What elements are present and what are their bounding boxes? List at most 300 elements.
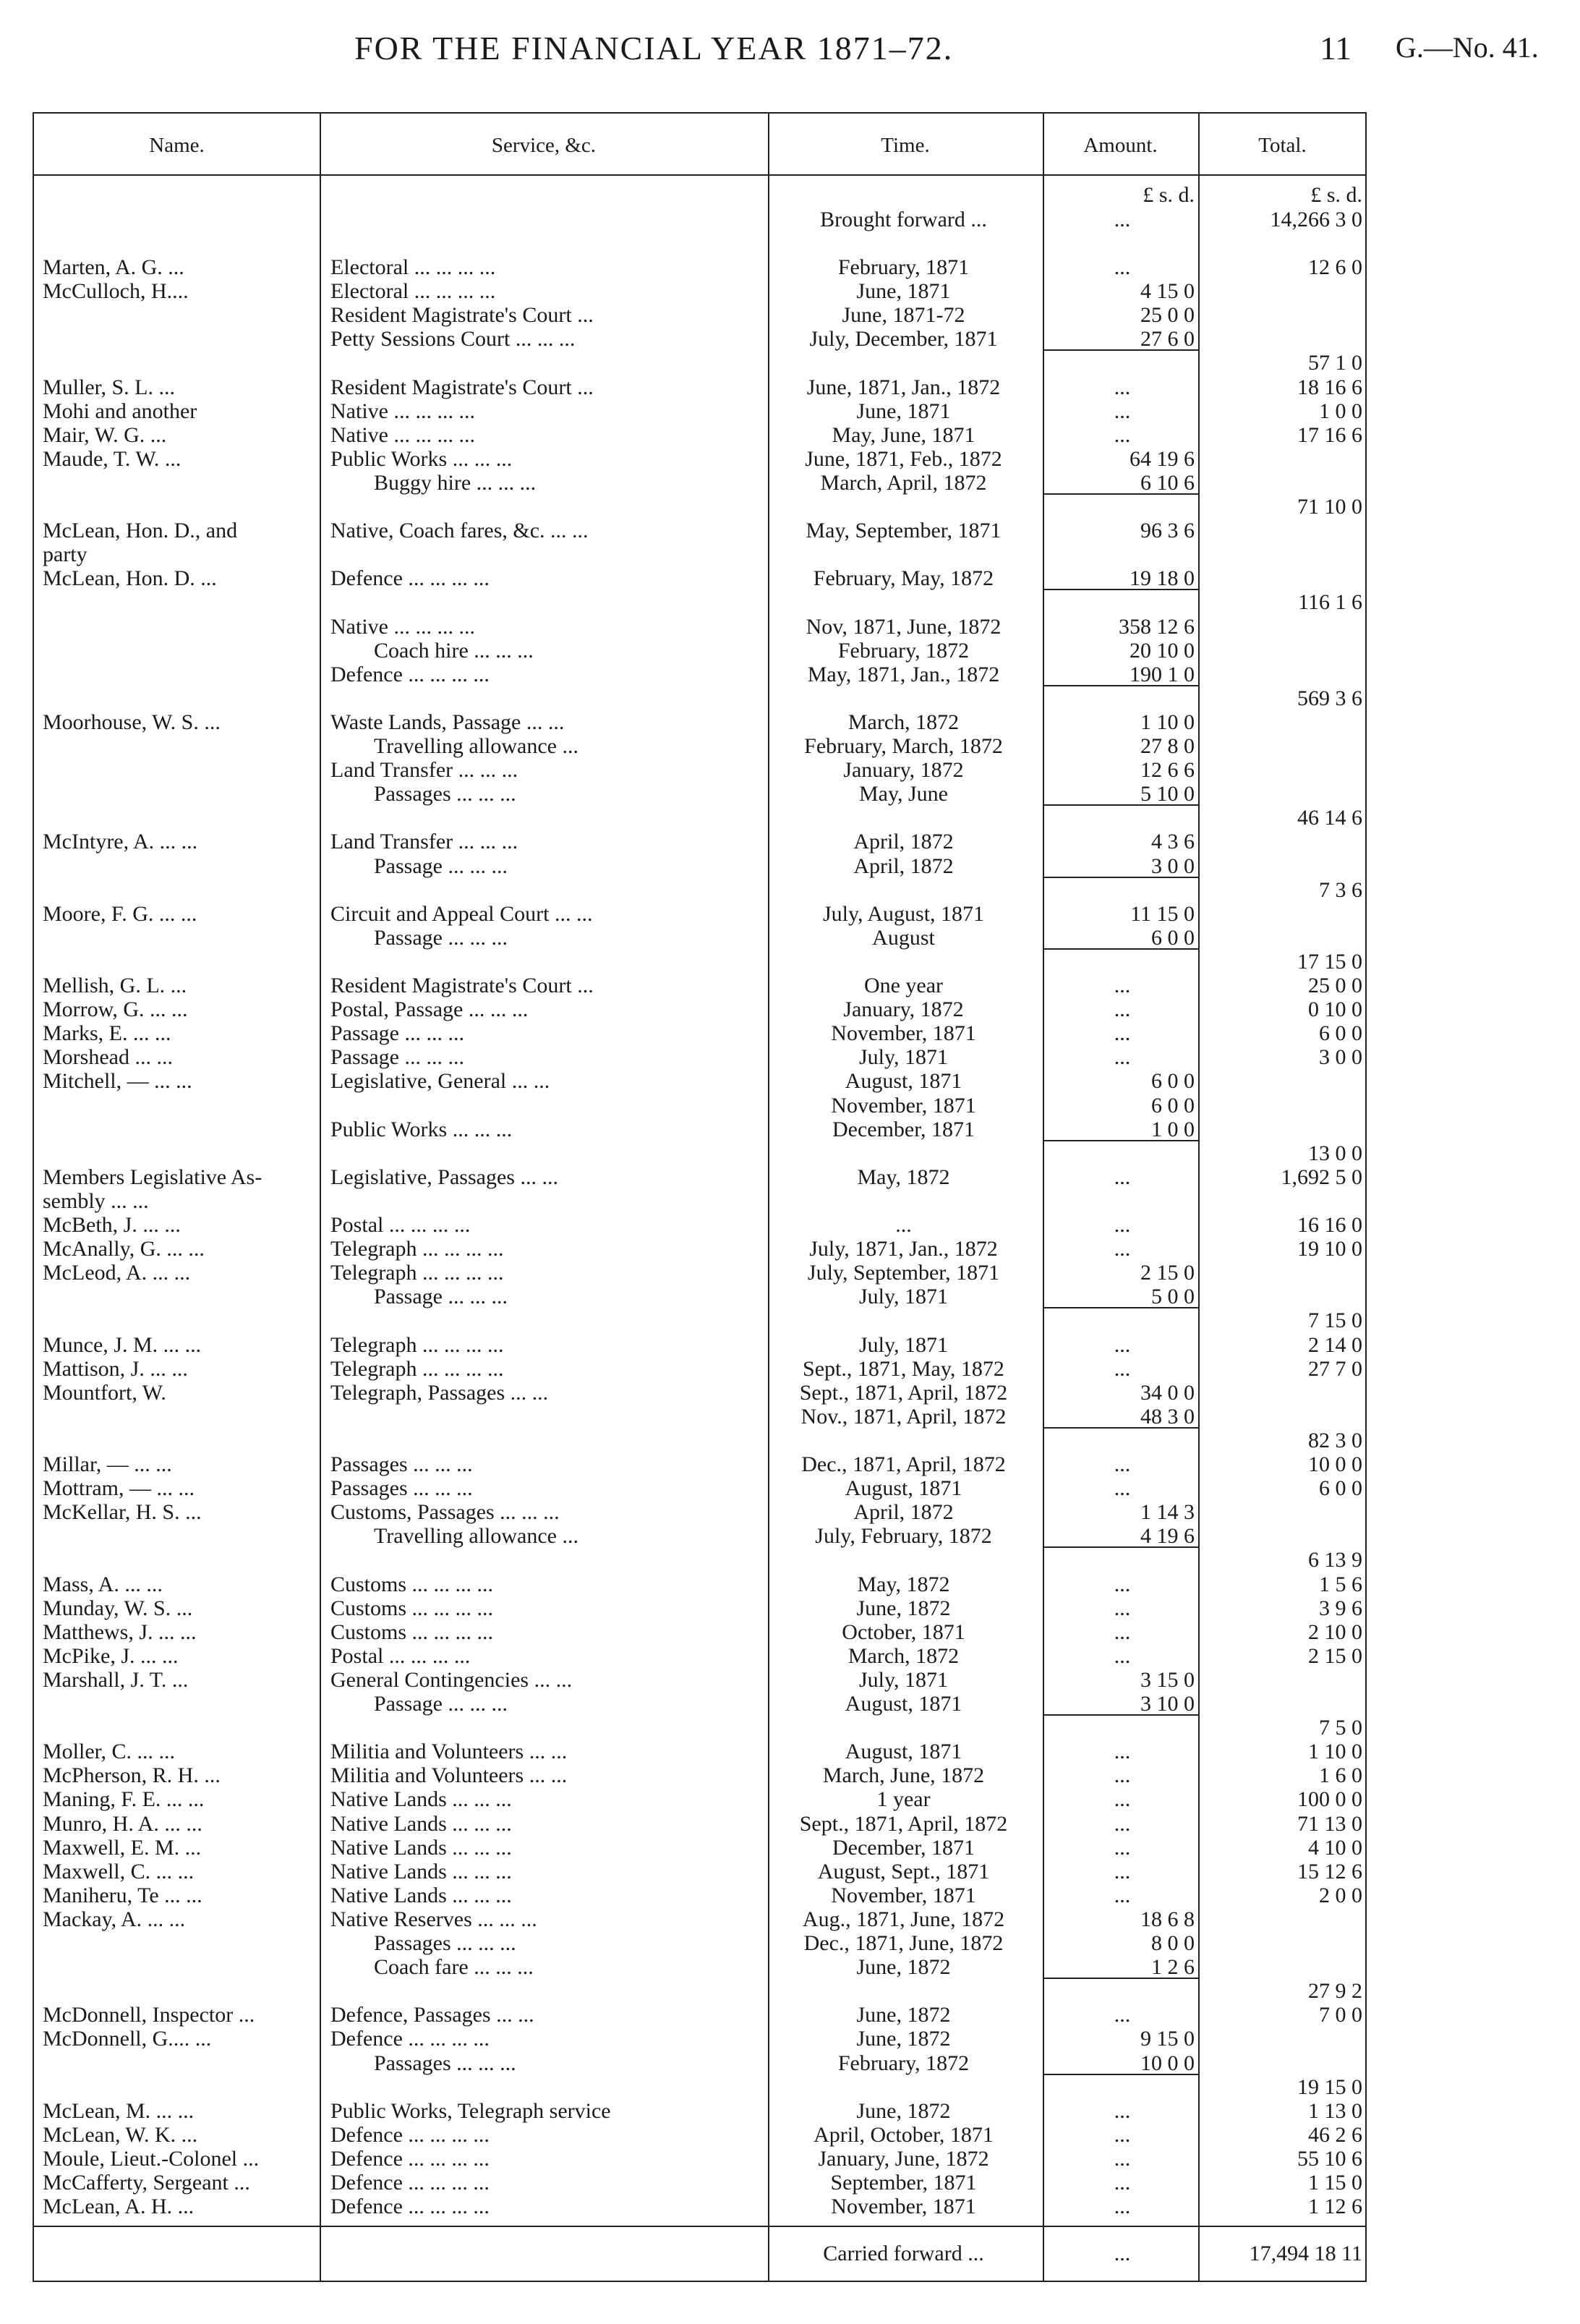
column-header-total: Total. xyxy=(1258,134,1307,157)
row-name: Munro, H. A. ... ... xyxy=(43,1811,202,1836)
row-time: November, 1871 xyxy=(831,2195,976,2219)
row-amount: ... xyxy=(1114,1835,1131,1860)
row-name: Mitchell, — ... ... xyxy=(43,1069,192,1094)
subtotal-rule xyxy=(1043,948,1198,950)
row-amount: ... xyxy=(1114,1165,1131,1189)
subtotal-rule xyxy=(1043,1714,1198,1716)
row-time: November, 1871 xyxy=(831,1883,976,1907)
row-amount: 6 0 0 xyxy=(1151,925,1195,950)
row-name: Mass, A. ... ... xyxy=(43,1572,163,1596)
row-total: 71 10 0 xyxy=(1297,495,1362,519)
row-name: Mohi and another xyxy=(43,399,197,423)
row-amount: 8 0 0 xyxy=(1151,1931,1195,1955)
row-service: Land Transfer ... ... ... xyxy=(330,830,518,854)
row-time: June, 1872 xyxy=(856,2003,951,2027)
row-name: McLean, A. H. ... xyxy=(43,2195,195,2219)
row-total: 27 7 0 xyxy=(1308,1356,1362,1381)
row-amount: 96 3 6 xyxy=(1140,519,1195,543)
row-time: ... xyxy=(895,1213,912,1237)
row-amount: ... xyxy=(1114,2171,1131,2195)
row-total: 2 0 0 xyxy=(1319,1883,1362,1907)
row-amount: 358 12 6 xyxy=(1119,614,1195,639)
row-amount: 64 19 6 xyxy=(1130,446,1195,471)
row-total: 1,692 5 0 xyxy=(1281,1165,1362,1189)
row-name: Maning, F. E. ... ... xyxy=(43,1787,205,1812)
row-name: Mackay, A. ... ... xyxy=(43,1907,186,1931)
row-service: Telegraph ... ... ... ... xyxy=(330,1332,504,1357)
row-amount: 25 0 0 xyxy=(1140,303,1195,328)
row-time: Nov., 1871, April, 1872 xyxy=(800,1404,1007,1429)
row-time: September, 1871 xyxy=(830,2171,977,2195)
row-name: McLeod, A. ... ... xyxy=(43,1261,191,1285)
row-time: April, October, 1871 xyxy=(814,2122,994,2147)
row-service: Passages ... ... ... xyxy=(330,1476,473,1501)
row-amount: ... xyxy=(1114,2003,1131,2027)
page-title: FOR THE FINANCIAL YEAR 1871–72. xyxy=(354,30,954,67)
row-time: July, 1871, Jan., 1872 xyxy=(809,1237,998,1261)
row-amount: 1 14 3 xyxy=(1140,1500,1195,1525)
row-amount: ... xyxy=(1114,1332,1131,1357)
row-name: party xyxy=(43,542,87,567)
row-time: March, June, 1872 xyxy=(822,1763,985,1788)
row-time: July, 1871 xyxy=(858,1045,949,1070)
row-name: Marks, E. ... ... xyxy=(43,1021,171,1046)
row-name: McPike, J. ... ... xyxy=(43,1643,179,1668)
row-name: Moore, F. G. ... ... xyxy=(43,901,197,926)
row-amount: 3 15 0 xyxy=(1140,1667,1195,1692)
row-service: Native Reserves ... ... ... xyxy=(330,1907,537,1931)
row-time: July, September, 1871 xyxy=(807,1261,1000,1285)
row-time: Dec., 1871, June, 1872 xyxy=(803,1931,1004,1955)
row-service: Passage ... ... ... xyxy=(330,1021,464,1046)
row-amount: ... xyxy=(1114,1452,1131,1476)
row-total: 17 16 6 xyxy=(1297,422,1362,447)
row-name: McBeth, J. ... ... xyxy=(43,1213,181,1237)
row-name: McDonnell, G.... ... xyxy=(43,2027,212,2051)
row-amount: ... xyxy=(1114,1763,1131,1788)
row-total: 82 3 0 xyxy=(1308,1428,1362,1452)
row-time: November, 1871 xyxy=(831,1021,976,1046)
row-total: 1 5 6 xyxy=(1319,1572,1362,1596)
row-total: 1 13 0 xyxy=(1308,2098,1362,2123)
row-amount: ... xyxy=(1114,2098,1131,2123)
row-amount: 10 0 0 xyxy=(1140,2051,1195,2075)
row-service: Telegraph ... ... ... ... xyxy=(330,1237,504,1261)
subtotal-rule xyxy=(1043,1978,1198,1979)
row-amount: 48 3 0 xyxy=(1140,1404,1195,1429)
row-total: 27 9 2 xyxy=(1308,1979,1362,2004)
row-time: June, 1871-72 xyxy=(842,303,965,328)
row-amount: 1 10 0 xyxy=(1140,710,1195,734)
row-total: 57 1 0 xyxy=(1308,351,1362,375)
column-header-time: Time. xyxy=(881,134,930,157)
row-time: March, 1872 xyxy=(847,710,960,734)
row-service: Customs ... ... ... ... xyxy=(330,1596,494,1620)
row-time: December, 1871 xyxy=(832,1835,975,1860)
row-time: August, 1871 xyxy=(845,1069,962,1094)
row-total: 15 12 6 xyxy=(1297,1859,1362,1884)
row-service: Passage ... ... ... xyxy=(374,925,508,950)
row-time: Aug., 1871, June, 1872 xyxy=(802,1907,1005,1931)
row-amount: 1 2 6 xyxy=(1151,1955,1195,1980)
row-service: Passage ... ... ... xyxy=(374,1692,508,1716)
row-total: 1 0 0 xyxy=(1319,399,1362,423)
row-time: June, 1871, Feb., 1872 xyxy=(805,446,1002,471)
row-amount: ... xyxy=(1114,1811,1131,1836)
row-total: 13 0 0 xyxy=(1308,1141,1362,1165)
row-amount: 11 15 0 xyxy=(1130,901,1195,926)
row-service: Defence ... ... ... ... xyxy=(330,2171,490,2195)
row-amount: 4 19 6 xyxy=(1140,1524,1195,1549)
row-time: February, March, 1872 xyxy=(804,734,1003,758)
row-service: Public Works, Telegraph service xyxy=(330,2098,611,2123)
row-amount: ... xyxy=(1114,1596,1131,1620)
row-name: McPherson, R. H. ... xyxy=(43,1763,221,1788)
row-service: Native Lands ... ... ... xyxy=(330,1859,512,1884)
row-name: McDonnell, Inspector ... xyxy=(43,2003,255,2027)
row-name: McIntyre, A. ... ... xyxy=(43,830,198,854)
subtotal-rule xyxy=(1043,1546,1198,1548)
row-service: Resident Magistrate's Court ... xyxy=(330,375,594,399)
row-amount: 4 15 0 xyxy=(1140,279,1195,304)
footer-rule xyxy=(34,2226,1365,2227)
row-time: July, August, 1871 xyxy=(822,901,985,926)
row-service: Defence ... ... ... ... xyxy=(330,2122,490,2147)
row-service: Militia and Volunteers ... ... xyxy=(330,1763,568,1788)
row-service: Passages ... ... ... xyxy=(374,2051,516,2075)
subtotal-rule xyxy=(1043,349,1198,351)
row-service: Militia and Volunteers ... ... xyxy=(330,1740,568,1764)
subtotal-rule xyxy=(1043,804,1198,806)
row-amount: ... xyxy=(1114,399,1131,423)
row-total: 7 3 6 xyxy=(1319,877,1362,902)
row-service: Passages ... ... ... xyxy=(374,782,516,806)
row-amount: ... xyxy=(1114,375,1131,399)
row-time: July, December, 1871 xyxy=(809,327,998,352)
column-divider xyxy=(1043,114,1044,2281)
carried-forward-amount: ... xyxy=(1114,2242,1131,2265)
row-time: July, 1871 xyxy=(858,1332,949,1357)
row-amount: ... xyxy=(1114,422,1131,447)
row-total: 0 10 0 xyxy=(1308,997,1362,1022)
row-service: Customs ... ... ... ... xyxy=(330,1572,494,1596)
brought-forward-label: Brought forward ... xyxy=(820,208,987,231)
row-name: McCafferty, Sergeant ... xyxy=(43,2171,250,2195)
row-time: August, 1871 xyxy=(845,1476,962,1501)
row-name: Munce, J. M. ... ... xyxy=(43,1332,202,1357)
row-total: 18 16 6 xyxy=(1297,375,1362,399)
row-total: 16 16 0 xyxy=(1297,1213,1362,1237)
row-amount: ... xyxy=(1114,1572,1131,1596)
row-amount: ... xyxy=(1114,1213,1131,1237)
row-time: June, 1872 xyxy=(856,2027,951,2051)
row-name: Moorhouse, W. S. ... xyxy=(43,710,221,734)
row-time: May, 1872 xyxy=(857,1572,950,1596)
row-amount: ... xyxy=(1114,1619,1131,1644)
row-service: Telegraph, Passages ... ... xyxy=(330,1380,549,1405)
row-service: Defence, Passages ... ... xyxy=(330,2003,534,2027)
row-total: 2 15 0 xyxy=(1308,1643,1362,1668)
page-number: 11 xyxy=(1320,30,1352,67)
row-time: January, June, 1872 xyxy=(818,2146,989,2171)
row-service: Land Transfer ... ... ... xyxy=(330,758,518,783)
column-header-name: Name. xyxy=(149,134,205,157)
subtotal-rule xyxy=(1043,1140,1198,1141)
total-currency-units: £ s. d. xyxy=(1310,183,1362,207)
row-total: 17 15 0 xyxy=(1297,949,1362,974)
row-total: 2 10 0 xyxy=(1308,1619,1362,1644)
row-total: 25 0 0 xyxy=(1308,974,1362,997)
row-name: McLean, Hon. D. ... xyxy=(43,566,217,591)
row-amount: 1 0 0 xyxy=(1151,1117,1195,1141)
row-name: Maniheru, Te ... ... xyxy=(43,1883,202,1907)
row-amount: ... xyxy=(1114,974,1131,997)
row-time: February, 1872 xyxy=(837,638,970,663)
row-time: May, 1871, Jan., 1872 xyxy=(807,662,1000,686)
page-header xyxy=(0,29,1580,80)
header-rule xyxy=(34,174,1365,176)
row-total: 46 14 6 xyxy=(1297,806,1362,830)
row-service: Coach hire ... ... ... xyxy=(374,638,534,663)
row-service: Defence ... ... ... ... xyxy=(330,2027,490,2051)
row-amount: 5 0 0 xyxy=(1151,1285,1195,1309)
row-amount: ... xyxy=(1114,997,1131,1022)
subtotal-rule xyxy=(1043,877,1198,878)
row-service: Native ... ... ... ... xyxy=(330,614,475,639)
row-amount: 2 15 0 xyxy=(1140,1261,1195,1285)
row-amount: ... xyxy=(1114,1356,1131,1381)
row-total: 19 10 0 xyxy=(1297,1237,1362,1261)
row-service: Public Works ... ... ... xyxy=(330,446,513,471)
row-amount: 18 6 8 xyxy=(1140,1907,1195,1931)
row-service: Passage ... ... ... xyxy=(330,1045,464,1070)
row-service: Resident Magistrate's Court ... xyxy=(330,303,594,328)
column-header-amount: Amount. xyxy=(1083,134,1158,157)
row-total: 100 0 0 xyxy=(1297,1787,1362,1812)
row-amount: 34 0 0 xyxy=(1140,1380,1195,1405)
row-service: Native Lands ... ... ... xyxy=(330,1883,512,1907)
row-time: Nov, 1871, June, 1872 xyxy=(806,614,1002,639)
row-time: August, 1871 xyxy=(845,1692,962,1716)
row-service: General Contingencies ... ... xyxy=(330,1667,573,1692)
row-time: 1 year xyxy=(876,1787,931,1812)
row-name: Maxwell, C. ... ... xyxy=(43,1859,195,1884)
row-service: Travelling allowance ... xyxy=(374,1524,578,1549)
row-service: Electoral ... ... ... ... xyxy=(330,255,496,279)
row-time: January, 1872 xyxy=(843,997,964,1022)
row-amount: ... xyxy=(1114,1883,1131,1907)
row-amount: 12 6 6 xyxy=(1140,758,1195,783)
row-name: McKellar, H. S. ... xyxy=(43,1500,202,1525)
row-time: Sept., 1871, April, 1872 xyxy=(799,1380,1008,1405)
row-amount: 27 6 0 xyxy=(1140,327,1195,352)
row-service: Defence ... ... ... ... xyxy=(330,662,490,686)
row-amount: 5 10 0 xyxy=(1140,782,1195,806)
row-time: February, 1872 xyxy=(837,2051,970,2075)
row-service: Travelling allowance ... xyxy=(374,734,578,758)
row-time: Sept., 1871, May, 1872 xyxy=(803,1356,1004,1381)
row-amount: 9 15 0 xyxy=(1140,2027,1195,2051)
amount-currency-units: £ s. d. xyxy=(1143,183,1195,207)
row-total: 55 10 6 xyxy=(1297,2146,1362,2171)
row-name: Morrow, G. ... ... xyxy=(43,997,188,1022)
row-time: November, 1871 xyxy=(831,1093,976,1118)
row-total: 1 12 6 xyxy=(1308,2195,1362,2219)
row-time: July, 1871 xyxy=(858,1285,949,1309)
subtotal-rule xyxy=(1043,2074,1198,2075)
row-service: Public Works ... ... ... xyxy=(330,1117,513,1141)
row-name: Millar, — ... ... xyxy=(43,1452,172,1476)
row-total: 3 9 6 xyxy=(1319,1596,1362,1620)
row-total: 1 10 0 xyxy=(1308,1740,1362,1764)
carried-forward-label: Carried forward ... xyxy=(823,2242,984,2265)
row-time: October, 1871 xyxy=(842,1619,965,1644)
row-name: Members Legislative As- xyxy=(43,1165,262,1189)
subtotal-rule xyxy=(1043,1307,1198,1308)
brought-forward-total: 14,266 3 0 xyxy=(1270,208,1362,231)
row-name: Mountfort, W. xyxy=(43,1380,166,1405)
row-time: February, 1871 xyxy=(837,255,970,279)
row-amount: ... xyxy=(1114,255,1131,279)
row-total: 116 1 6 xyxy=(1298,590,1362,615)
row-time: August, Sept., 1871 xyxy=(817,1859,990,1884)
row-time: Sept., 1871, April, 1872 xyxy=(799,1811,1008,1836)
row-name: McLean, Hon. D., and xyxy=(43,519,238,543)
subtotal-rule xyxy=(1043,1427,1198,1429)
row-amount: ... xyxy=(1114,1237,1131,1261)
row-name: Morshead ... ... xyxy=(43,1045,173,1070)
row-total: 4 10 0 xyxy=(1308,1835,1362,1860)
row-time: Dec., 1871, April, 1872 xyxy=(801,1452,1006,1476)
row-service: Native Lands ... ... ... xyxy=(330,1835,512,1860)
row-name: Mellish, G. L. ... xyxy=(43,974,187,997)
row-time: February, May, 1872 xyxy=(813,566,994,591)
row-amount: ... xyxy=(1114,2146,1131,2171)
row-amount: ... xyxy=(1114,1859,1131,1884)
row-service: Buggy hire ... ... ... xyxy=(374,470,537,495)
row-service: Native, Coach fares, &c. ... ... xyxy=(330,519,589,543)
row-time: June, 1871 xyxy=(856,399,951,423)
row-name: Mottram, — ... ... xyxy=(43,1476,195,1501)
row-time: July, February, 1872 xyxy=(815,1524,992,1549)
row-time: June, 1872 xyxy=(856,1596,951,1620)
row-total: 10 0 0 xyxy=(1308,1452,1362,1476)
row-service: Postal ... ... ... ... xyxy=(330,1213,471,1237)
row-name: Marshall, J. T. ... xyxy=(43,1667,189,1692)
carried-forward-total: 17,494 18 11 xyxy=(1249,2242,1362,2265)
row-amount: 6 0 0 xyxy=(1151,1069,1195,1094)
row-time: June, 1871, Jan., 1872 xyxy=(806,375,1001,399)
row-amount: 19 18 0 xyxy=(1130,566,1195,591)
row-service: Native Lands ... ... ... xyxy=(330,1811,512,1836)
row-service: Waste Lands, Passage ... ... xyxy=(330,710,565,734)
subtotal-rule xyxy=(1043,493,1198,495)
row-service: Native ... ... ... ... xyxy=(330,399,475,423)
row-total: 6 0 0 xyxy=(1319,1476,1362,1501)
row-time: May, June, 1871 xyxy=(832,422,975,447)
row-amount: ... xyxy=(1114,1643,1131,1668)
row-total: 7 0 0 xyxy=(1319,2003,1362,2027)
row-time: December, 1871 xyxy=(832,1117,975,1141)
row-service: Customs, Passages ... ... ... xyxy=(330,1500,560,1525)
row-name: Maude, T. W. ... xyxy=(43,446,182,471)
row-service: Defence ... ... ... ... xyxy=(330,566,490,591)
row-time: April, 1872 xyxy=(853,1500,954,1525)
row-total: 71 13 0 xyxy=(1297,1811,1362,1836)
row-service: Postal, Passage ... ... ... xyxy=(330,997,529,1022)
row-amount: 3 0 0 xyxy=(1151,854,1195,878)
row-total: 1 15 0 xyxy=(1308,2171,1362,2195)
row-service: Electoral ... ... ... ... xyxy=(330,279,496,304)
row-time: April, 1872 xyxy=(853,854,954,878)
row-name: McCulloch, H.... xyxy=(43,279,189,304)
row-total: 3 0 0 xyxy=(1319,1045,1362,1070)
row-service: Defence ... ... ... ... xyxy=(330,2195,490,2219)
row-service: Telegraph ... ... ... ... xyxy=(330,1356,504,1381)
row-amount: 27 8 0 xyxy=(1140,734,1195,758)
row-time: January, 1872 xyxy=(843,758,964,783)
row-name: McLean, M. ... ... xyxy=(43,2098,195,2123)
brought-forward-amount: ... xyxy=(1114,208,1131,231)
row-total: 7 15 0 xyxy=(1308,1308,1362,1333)
row-service: Native ... ... ... ... xyxy=(330,422,475,447)
row-amount: 6 10 6 xyxy=(1140,470,1195,495)
row-amount: ... xyxy=(1114,2122,1131,2147)
row-amount: 3 10 0 xyxy=(1140,1692,1195,1716)
row-time: June, 1872 xyxy=(856,2098,951,2123)
row-time: One year xyxy=(863,974,944,997)
row-name: McAnally, G. ... ... xyxy=(43,1237,205,1261)
row-amount: ... xyxy=(1114,1045,1131,1070)
row-time: May, June xyxy=(858,782,949,806)
row-amount: ... xyxy=(1114,1021,1131,1046)
row-name: Marten, A. G. ... xyxy=(43,255,184,279)
row-service: Passage ... ... ... xyxy=(374,1285,508,1309)
row-service: Resident Magistrate's Court ... xyxy=(330,974,594,997)
row-service: Defence ... ... ... ... xyxy=(330,2146,490,2171)
row-service: Circuit and Appeal Court ... ... xyxy=(330,901,593,926)
row-service: Petty Sessions Court ... ... ... xyxy=(330,327,576,352)
row-amount: 190 1 0 xyxy=(1130,662,1195,686)
row-service: Coach fare ... ... ... xyxy=(374,1955,534,1980)
row-name: McLean, W. K. ... xyxy=(43,2122,198,2147)
row-time: July, 1871 xyxy=(858,1667,949,1692)
row-name: Moule, Lieut.-Colonel ... xyxy=(43,2146,260,2171)
row-total: 2 14 0 xyxy=(1308,1332,1362,1357)
row-amount: 20 10 0 xyxy=(1130,638,1195,663)
row-total: 12 6 0 xyxy=(1308,255,1362,279)
row-name: Munday, W. S. ... xyxy=(43,1596,193,1620)
row-amount: 6 0 0 xyxy=(1151,1093,1195,1118)
row-time: March, April, 1872 xyxy=(820,470,987,495)
row-service: Passages ... ... ... xyxy=(330,1452,473,1476)
row-total: 46 2 6 xyxy=(1308,2122,1362,2147)
row-name: Mair, W. G. ... xyxy=(43,422,167,447)
row-time: March, 1872 xyxy=(847,1643,960,1668)
row-total: 569 3 6 xyxy=(1297,686,1362,710)
row-total: 19 15 0 xyxy=(1297,2074,1362,2099)
row-total: 1 6 0 xyxy=(1319,1763,1362,1788)
row-time: May, 1872 xyxy=(857,1165,950,1189)
row-amount: ... xyxy=(1114,1787,1131,1812)
row-time: May, September, 1871 xyxy=(806,519,1002,543)
row-total: 7 5 0 xyxy=(1319,1716,1362,1740)
subtotal-rule xyxy=(1043,589,1198,590)
row-name: Mattison, J. ... ... xyxy=(43,1356,188,1381)
column-header-service: Service, &c. xyxy=(491,134,597,157)
row-name: Muller, S. L. ... xyxy=(43,375,175,399)
row-name: Moller, C. ... ... xyxy=(43,1740,175,1764)
